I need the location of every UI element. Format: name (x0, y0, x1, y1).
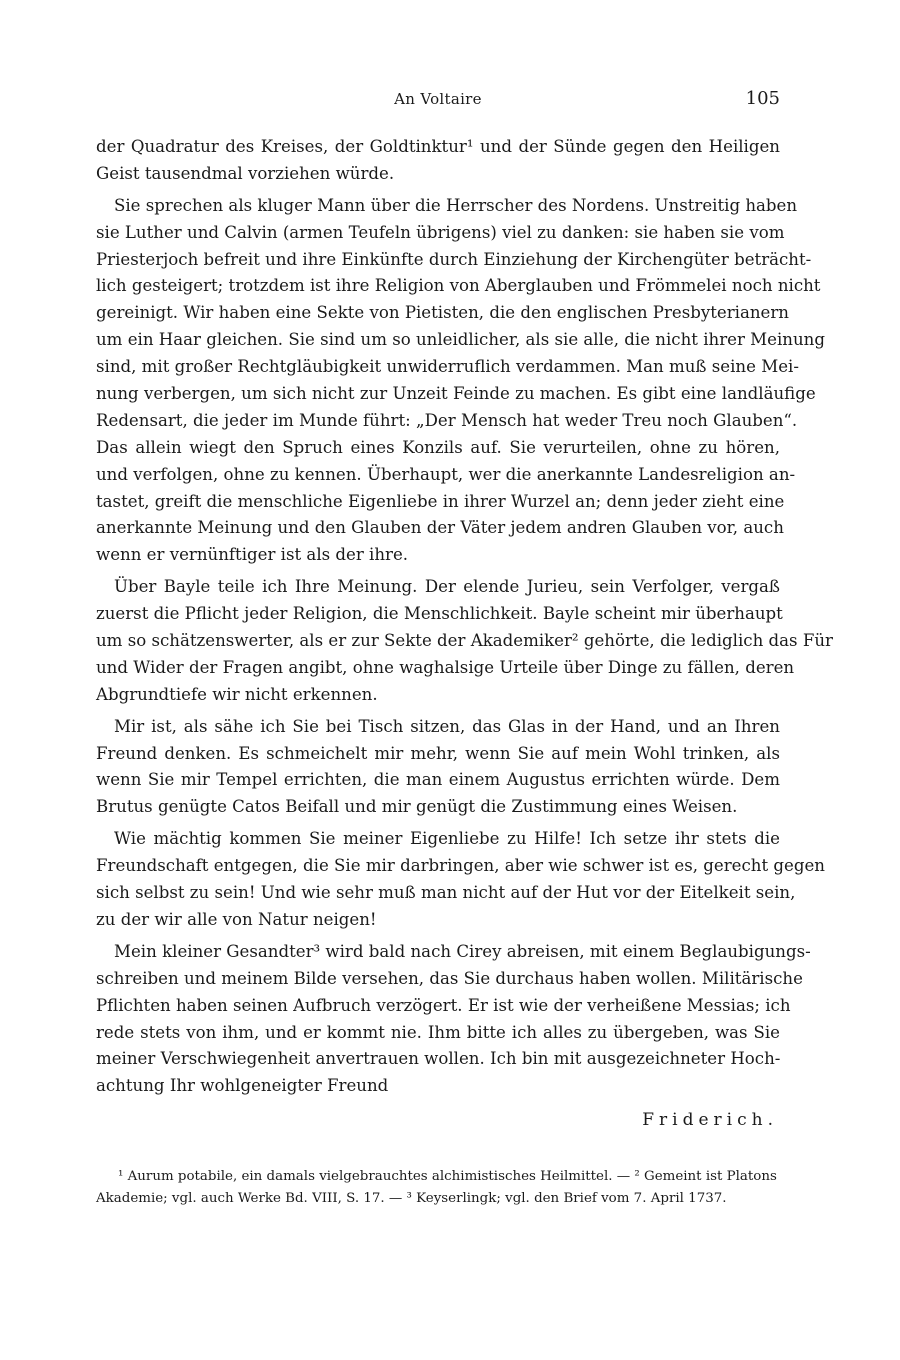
text-line: um so schätzenswerter, als er zur Sekte der Akademiker² gehörte, die lediglich das Für (96, 631, 833, 651)
text-line: Mein kleiner Gesandter³ wird bald nach Cirey abreisen, mit einem Beglaubigungs- (114, 941, 811, 961)
text-line: Geist tausendmal vorziehen würde. (96, 163, 395, 183)
text-line: zu der wir alle von Natur neigen! (96, 909, 377, 929)
page-number: 105 (745, 88, 780, 109)
running-title: An Voltaire (394, 90, 482, 108)
text-line: Freundschaft entgegen, die Sie mir darbringen, aber wie schwer ist es, gerecht gegen (96, 856, 825, 876)
text-line: Das allein wiegt den Spruch eines Konzils auf. Sie verurteilen, ohne zu hören, (96, 437, 780, 457)
text-line: meiner Verschwiegenheit anvertrauen wollen. Ich bin mit ausgezeichneter Hoch- (96, 1049, 781, 1069)
text-line: Über Bayle teile ich Ihre Meinung. Der elende Jurieu, sein Verfolger, vergaß (114, 577, 780, 597)
text-line: und Wider der Fragen angibt, ohne waghalsige Urteile über Dinge zu fällen, deren (96, 657, 795, 677)
text-line: Mir ist, als sähe ich Sie bei Tisch sitzen, das Glas in der Hand, und an Ihren (114, 716, 780, 736)
text-line: Sie sprechen als kluger Mann über die Herrscher des Nordens. Unstreitig haben (114, 195, 798, 215)
letter-body (96, 134, 833, 1100)
text-line: sich selbst zu sein! Und wie sehr muß man nicht auf der Hut vor der Eitelkeit sein, (96, 883, 796, 903)
text-line: Freund denken. Es schmeichelt mir mehr, wenn Sie auf mein Wohl trinken, als (96, 743, 780, 763)
text-line: gereinigt. Wir haben eine Sekte von Pietisten, die den englischen Presbyterianern (96, 303, 789, 323)
text-line: achtung Ihr wohlgeneigter Freund (96, 1076, 389, 1096)
signature: Friderich. (642, 1110, 778, 1130)
text-line: und verfolgen, ohne zu kennen. Überhaupt, wer die anerkannte Landesreligion an- (96, 464, 796, 484)
running-head (96, 88, 780, 112)
text-line: anerkannte Meinung und den Glauben der Väter jedem andren Glauben vor, auch (96, 518, 784, 538)
footnotes (96, 1166, 780, 1210)
text-line: Pflichten haben seinen Aufbruch verzögert. Er ist wie der verheißene Messias; ich (96, 995, 791, 1015)
text-line: Wie mächtig kommen Sie meiner Eigenliebe zu Hilfe! Ich setze ihr stets die (114, 829, 780, 849)
text-line: Priesterjoch befreit und ihre Einkünfte durch Einziehung der Kirchengüter beträcht- (96, 249, 812, 269)
text-line: der Quadratur des Kreises, der Goldtinktur¹ und der Sünde gegen den Heiligen (96, 137, 780, 156)
footnote-line: Akademie; vgl. auch Werke Bd. VIII, S. 17. — ³ Keyserlingk; vgl. den Brief vom 7. April 1737. (96, 1191, 727, 1206)
text-line: rede stets von ihm, und er kommt nie. Ihm bitte ich alles zu übergeben, was Sie (96, 1022, 780, 1042)
text-line: um ein Haar gleichen. Sie sind um so unleidlicher, als sie alle, die nicht ihrer Meinung (96, 330, 825, 350)
text-line: zuerst die Pflicht jeder Religion, die Menschlichkeit. Bayle scheint mir überhaupt (96, 604, 783, 624)
text-line: lich gesteigert; trotzdem ist ihre Religion von Aberglauben und Frömmelei noch nicht (96, 276, 821, 296)
text-line: Abgrundtiefe wir nicht erkennen. (96, 684, 378, 704)
text-line: sie Luther und Calvin (armen Teufeln übrigens) viel zu danken: sie haben sie vom (96, 222, 785, 242)
text-line: Redensart, die jeder im Munde führt: „Der Mensch hat weder Treu noch Glauben“. (96, 410, 798, 430)
text-line: sind, mit großer Rechtgläubigkeit unwiderruflich verdammen. Man muß seine Mei- (96, 357, 799, 377)
text-line: Brutus genügte Catos Beifall und mir genügt die Zustimmung eines Weisen. (96, 797, 738, 817)
text-line: tastet, greift die menschliche Eigenliebe in ihrer Wurzel an; denn jeder zieht eine (96, 491, 785, 511)
text-line: nung verbergen, um sich nicht zur Unzeit Feinde zu machen. Es gibt eine landläufige (96, 384, 816, 404)
text-line: wenn Sie mir Tempel errichten, die man einem Augustus errichten würde. Dem (96, 770, 780, 790)
text-line: wenn er vernünftiger ist als der ihre. (96, 545, 409, 565)
text-line: schreiben und meinem Bilde versehen, das Sie durchaus haben wollen. Militärische (96, 968, 803, 988)
footnote-line: ¹ Aurum potabile, ein damals vielgebrauchtes alchimistisches Heilmittel. — ² Gemeint ist Platons (118, 1169, 777, 1184)
